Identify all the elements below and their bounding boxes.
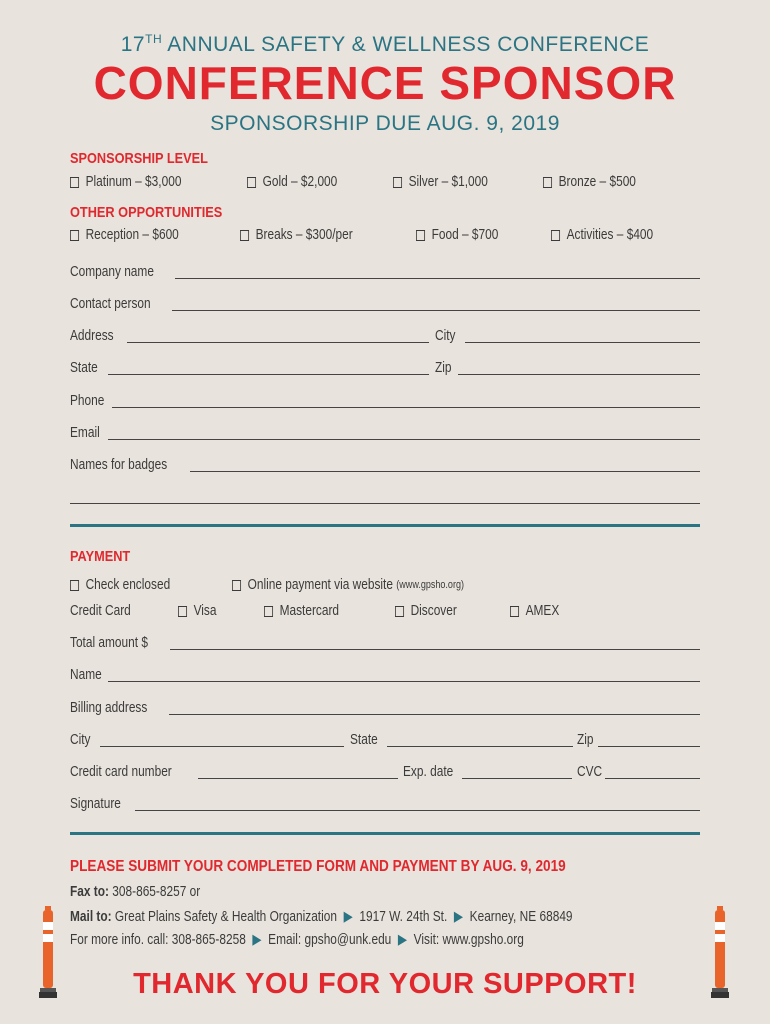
zip-label: Zip xyxy=(435,360,452,376)
billing-zip-field[interactable] xyxy=(598,746,700,747)
checkbox-food[interactable]: Food – $700 xyxy=(416,227,498,243)
checkbox-icon[interactable] xyxy=(240,230,249,241)
cvc-label: CVC xyxy=(577,764,603,780)
arrow-right-icon: ▶ xyxy=(252,932,262,948)
total-amount-field[interactable] xyxy=(170,649,700,650)
billing-city-field[interactable] xyxy=(100,746,344,747)
checkbox-discover[interactable]: Discover xyxy=(395,603,457,619)
signature-field[interactable] xyxy=(135,810,700,811)
checkbox-icon[interactable] xyxy=(70,177,79,188)
billing-state-field[interactable] xyxy=(387,746,573,747)
checkbox-icon[interactable] xyxy=(393,177,402,188)
checkbox-icon[interactable] xyxy=(416,230,425,241)
email-link[interactable]: Email: gpsho@unk.edu xyxy=(268,932,392,948)
badges-label: Names for badges xyxy=(70,457,168,473)
address-label: Address xyxy=(70,328,114,344)
conference-subtitle: 17TH ANNUAL SAFETY & WELLNESS CONFERENCE xyxy=(120,32,650,56)
section-divider xyxy=(70,524,700,527)
credit-card-label: Credit Card xyxy=(70,603,131,619)
checkbox-icon[interactable] xyxy=(551,230,560,241)
contact-person-label: Contact person xyxy=(70,296,151,312)
billing-state-label: State xyxy=(350,732,378,748)
checkbox-amex[interactable]: AMEX xyxy=(510,603,559,619)
city-field[interactable] xyxy=(465,342,700,343)
cc-number-field[interactable] xyxy=(198,778,398,779)
checkbox-icon[interactable] xyxy=(543,177,552,188)
billing-address-label: Billing address xyxy=(70,700,148,716)
checkbox-icon[interactable] xyxy=(178,606,187,617)
state-field[interactable] xyxy=(108,374,429,375)
signature-label: Signature xyxy=(70,796,121,812)
checkbox-icon[interactable] xyxy=(232,580,241,591)
zip-field[interactable] xyxy=(458,374,700,375)
section-divider xyxy=(70,832,700,835)
website-url: (www.gpsho.org) xyxy=(396,579,464,591)
badges-field[interactable] xyxy=(190,471,700,472)
checkbox-silver[interactable]: Silver – $1,000 xyxy=(393,174,488,190)
address-field[interactable] xyxy=(127,342,429,343)
cc-number-label: Credit card number xyxy=(70,764,172,780)
page-title: CONFERENCE SPONSOR xyxy=(93,57,677,109)
checkbox-check-enclosed[interactable]: Check enclosed xyxy=(70,577,170,593)
mail-line: Mail to: Great Plains Safety & Health Organization ▶ 1917 W. 24th St. ▶ Kearney, NE 68849 xyxy=(70,909,573,925)
payment-heading: PAYMENT xyxy=(70,548,131,565)
checkbox-visa[interactable]: Visa xyxy=(178,603,217,619)
email-label: Email xyxy=(70,425,100,441)
checkbox-icon[interactable] xyxy=(510,606,519,617)
checkbox-mastercard[interactable]: Mastercard xyxy=(264,603,339,619)
fax-line: Fax to: 308-865-8257 or xyxy=(70,884,201,900)
other-opportunities-heading: OTHER OPPORTUNITIES xyxy=(70,204,223,221)
email-field[interactable] xyxy=(108,439,700,440)
exp-date-label: Exp. date xyxy=(403,764,454,780)
checkbox-breaks[interactable]: Breaks – $300/per xyxy=(240,227,353,243)
contact-person-field[interactable] xyxy=(172,310,700,311)
checkbox-bronze[interactable]: Bronze – $500 xyxy=(543,174,636,190)
submit-heading: PLEASE SUBMIT YOUR COMPLETED FORM AND PAYMENT BY AUG. 9, 2019 xyxy=(70,858,566,875)
checkbox-gold[interactable]: Gold – $2,000 xyxy=(247,174,337,190)
arrow-right-icon: ▶ xyxy=(343,909,353,925)
checkbox-icon[interactable] xyxy=(247,177,256,188)
cvc-field[interactable] xyxy=(605,778,700,779)
checkbox-online-payment[interactable]: Online payment via website (www.gpsho.org) xyxy=(232,577,464,593)
checkbox-icon[interactable] xyxy=(70,230,79,241)
state-label: State xyxy=(70,360,98,376)
billing-city-label: City xyxy=(70,732,91,748)
company-name-label: Company name xyxy=(70,264,154,280)
checkbox-reception[interactable]: Reception – $600 xyxy=(70,227,179,243)
checkbox-icon[interactable] xyxy=(264,606,273,617)
phone-label: Phone xyxy=(70,393,105,409)
payer-name-label: Name xyxy=(70,667,102,683)
exp-date-field[interactable] xyxy=(462,778,572,779)
sponsorship-level-heading: SPONSORSHIP LEVEL xyxy=(70,150,208,167)
checkbox-icon[interactable] xyxy=(70,580,79,591)
checkbox-icon[interactable] xyxy=(395,606,404,617)
arrow-right-icon: ▶ xyxy=(397,932,408,948)
badges-field-line-2[interactable] xyxy=(70,503,700,504)
website-link[interactable]: Visit: www.gpsho.org xyxy=(413,932,524,948)
billing-zip-label: Zip xyxy=(577,732,594,748)
thank-you-message: THANK YOU FOR YOUR SUPPORT! xyxy=(133,968,637,1000)
arrow-right-icon: ▶ xyxy=(453,909,464,925)
checkbox-platinum[interactable]: Platinum – $3,000 xyxy=(70,174,181,190)
payer-name-field[interactable] xyxy=(108,681,700,682)
total-amount-label: Total amount $ xyxy=(70,635,149,651)
sponsorship-due-date: SPONSORSHIP DUE AUG. 9, 2019 xyxy=(210,112,560,135)
city-label: City xyxy=(435,328,456,344)
info-line: For more info. call: 308-865-8258 ▶ Email: gpsho@unk.edu ▶ Visit: www.gpsho.org xyxy=(70,932,524,948)
phone-field[interactable] xyxy=(112,407,700,408)
billing-address-field[interactable] xyxy=(169,714,700,715)
company-name-field[interactable] xyxy=(175,278,700,279)
checkbox-activities[interactable]: Activities – $400 xyxy=(551,227,653,243)
